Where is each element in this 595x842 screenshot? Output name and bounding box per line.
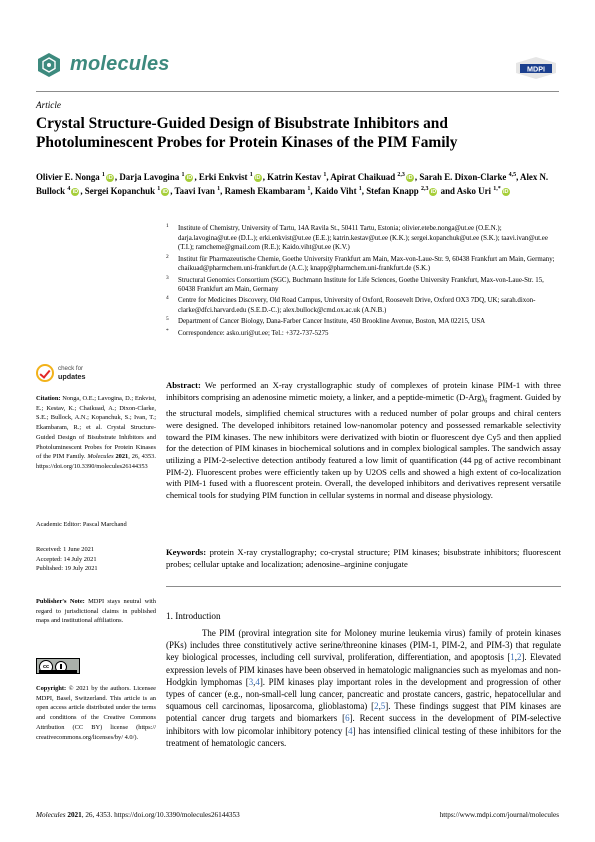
accepted-date: Accepted: 14 July 2021 (36, 555, 97, 563)
dates (36, 545, 156, 574)
footer-url[interactable]: https://www.mdpi.com/journal/molecules (439, 811, 559, 819)
abstract (166, 380, 561, 502)
cc-icon: cc (39, 660, 53, 674)
academic-editor: Academic Editor: Pascal Marchand (36, 521, 127, 528)
affiliation-item: 1 Institute of Chemistry, University of Tartu, 14A Ravila St., 50411 Tartu, Estonia; olivier.etebe.nonga@ut.ee (O.E.N.); darja.lavogina@ut.ee (D.L.); erki.enkvist@ut.ee (E.E.); katrin.kestav@ut.ee (K.K.); sergei.kopanchuk@ut.ee (S.K.); taavi.ivan@ut.ee (T.I.); ramcheme@gmail.com (R.E.); Kaido.viht@ut.ee (K.V.) (166, 223, 548, 252)
affiliations (166, 224, 561, 340)
keywords-label: Keywords: (166, 547, 207, 557)
page-title: Crystal Structure-Guided Design of Bisubstrate Inhibitors and Photoluminescent Probes for Protein Kinases of the PIM Family (36, 115, 458, 151)
author: Katrin Kestav $^1$ (267, 172, 327, 182)
author: Alex N. Bullock $^4$ (36, 172, 549, 196)
journal-name[interactable]: molecules (70, 53, 170, 75)
copyright: Copyright: © 2021 by the authors. Licensee MDPI, Basel, Switzerland. This article is an open access article distributed under the terms and conditions of the Creative Commons Attribution (CC BY) license (https:// creativecommons.org/licenses/by/ 4.0/). (36, 685, 156, 741)
orcid-icon[interactable]: iD (430, 189, 437, 195)
author: Sarah E. Dixon-Clarke $^{4,5}$ (419, 172, 517, 182)
orcid-icon[interactable]: iD (186, 175, 193, 181)
orcid-icon[interactable]: iD (502, 189, 509, 195)
mdpi-logo-text: MDPI (527, 64, 545, 74)
intro-paragraph: The PIM (proviral integration site for Moloney murine leukemia virus) family of protein kinases (PKs) includes three constitutively active serine/threonine kinases (PIM-1, PIM-2, and PIM-3) that regulate key biological processes, including cell survival, proliferation, differentiation, and apoptosis [1,2]. Elevated expression levels of PIM kinases have been observed in hematologic malignancies such as myelomas and non-Hodgkin lymphomas [3,4]. PIM kinases play important roles in the development and progression of other types of cancer (e.g., non-small-cell lung cancer, pancreatic and prostate cancers, gastric, hepatocellular and squamous cell carcinomas, liposarcoma, glioblastoma) [2,5]. These findings suggest that PIM kinases are potential cancer drug targets and biomarkers [6]. Recent success in the development of PIM-selective inhibitors with low picomolar inhibitory potency [4] has intensified clinical testing of these inhibitors for the treatment of hematologic cancers. (166, 628, 562, 748)
author: Darja Lavogina $^1$ (119, 172, 185, 182)
section-heading: 1. Introduction (166, 611, 221, 621)
journal-logo-icon (36, 52, 62, 78)
article-type: Article (36, 100, 62, 110)
orcid-icon[interactable]: iD (162, 189, 169, 195)
abstract-label: Abstract: (166, 380, 201, 390)
check-line2: updates (58, 371, 86, 381)
publisher-note: Publisher's Note: MDPI stays neutral with regard to jurisdictional claims in published maps and institutional affiliations. (36, 598, 156, 625)
author-list: Olivier E. Nonga $^1$ iD , Darja Lavogina $^1$ iD , Erki Enkvist $^1$ iD , Katrin Kestav $^1$, Apirat Chaikuad $^{2,3}$ iD , Sarah E. Dixon-Clarke $^{4,5}$, Alex N. Bullock $^4$ iD , Sergei Kopanchuk $^1$ iD , Taavi Ivan $^1$, Ramesh Ekambaram $^1$, Kaido Viht $^1$, Stefan Knapp $^{2,3}$ iD and Asko Uri $^{1,*}$ iD (36, 172, 549, 196)
citation: Citation: Nonga, O.E.; Lavogina, D.; Enkvist, E.; Kestav, K.; Chaikuad, A.; Dixon-Clarke, S.E.; Bullock, A.N.; Kopanchuk, S.; Ivan, T.; Ekambaram, R.; et al. Crystal Structure-Guided Design of Bisubstrate Inhibitors and Photoluminescent Probes for Protein Kinases of the PIM Family. Molecules 2021, 26, 4353. https://doi.org/10.3390/molecules26144353 (36, 395, 156, 470)
author: Erki Enkvist $^1$ (198, 172, 253, 182)
footer (36, 811, 559, 819)
received-date: Received: 1 June 2021 (36, 546, 95, 553)
keywords-text: protein X-ray crystallography; co-crystal structure; PIM kinases; bisubstrate inhibitors; fluorescent probes; cellular uptake and localization; adenosine–arginine conjugate (166, 547, 561, 569)
affiliation-item: 2 Institut für Pharmazeutische Chemie, Goethe University Frankfurt am Main, Max-von-Laue-Str. 9, 60438 Frankfurt am Main, Germany; chaikuad@pharmchem.uni-frankfurt.de (A.C.); knapp@pharmchem.uni-frankfurt.de (S.K.) (166, 253, 555, 273)
author: Kaido Viht $^1$ (314, 186, 362, 196)
check-icon (36, 364, 54, 382)
cc-by-license-icon[interactable] (36, 658, 80, 674)
affiliation-item: * Correspondence: asko.uri@ut.ee; Tel.: +372-737-5275 (166, 327, 329, 337)
affiliation-item: 4 Centre for Medicines Discovery, Old Road Campus, University of Oxford, Roosevelt Drive, Oxford OX3 7DQ, UK; sarah.dixon-clarke@dfci.harvard.edu (S.E.D.-C.); alex.bullock@cmd.ox.ac.uk (A.N.B.) (166, 295, 536, 315)
author: Ramesh Ekambaram $^1$ (224, 186, 311, 196)
author: Sergei Kopanchuk $^1$ (84, 186, 161, 196)
header-rule (36, 91, 559, 92)
keywords (166, 547, 561, 570)
affiliation-item: 5 Department of Cancer Biology, Dana-Farber Cancer Institute, 450 Brookline Avenue, Boston, MA 02215, USA (166, 316, 486, 326)
author: Taavi Ivan $^1$ (174, 186, 221, 196)
affiliation-item: 3 Structural Genomics Consortium (SGC), Buchmann Institute for Life Sciences, Goethe University Frankfurt, Max-von-Laue-Str. 15, 60438 Frankfurt am Main, Germany (166, 274, 544, 294)
orcid-icon[interactable]: iD (254, 175, 261, 181)
author: Stefan Knapp $^{2,3}$ (366, 186, 429, 196)
abstract-text: We performed an X-ray crystallographic study of complexes of protein kinase PIM-1 with three inhibitors comprising an adenosine mimetic moiety, a linker, and a peptide-mimetic $(D-Arg)_6$ fragment. Guided by the structural models, simplified chemical structures with a reduced number of polar groups and chiral centers were designed. The developed inhibitors retained low-nanomolar potency and possessed remarkable selectivity toward the PIM kinases. The new inhibitors were derivatized with biotin or fluorescent dye Cy5 and then applied for the detection of PIM kinases in biochemical solutions and in complex biological samples. The sandwich assay utilizing a PIM-2-selective detection antibody featured a low limit of quantification (44 pg of active recombinant PIM-2). Fluorescent probes were efficiently taken up by U2OS cells and showed a high extent of co-localization with PIM-1 fused with a fluorescent protein. Overall, the developed inhibitors and derivatives represent versatile chemical tools for studying PIM function in cellular systems in normal and disease physiology. (166, 380, 561, 501)
orcid-icon[interactable]: iD (72, 189, 79, 195)
orcid-icon[interactable]: iD (407, 175, 413, 181)
mdpi-logo-icon[interactable] (516, 57, 556, 79)
published-date: Published: 19 July 2021 (36, 565, 98, 573)
footer-citation: Molecules 2021, 26, 4353. https://doi.org/10.3390/molecules26144353 (36, 811, 240, 819)
orcid-icon[interactable]: iD (107, 175, 113, 181)
check-line1: check for (58, 365, 84, 372)
author: Apirat Chaikuad $^{2,3}$ (330, 172, 405, 182)
divider (166, 586, 561, 587)
author: Asko Uri $^{1,*}$ (456, 186, 501, 196)
author: Olivier E. Nonga $^1$ (36, 172, 105, 182)
